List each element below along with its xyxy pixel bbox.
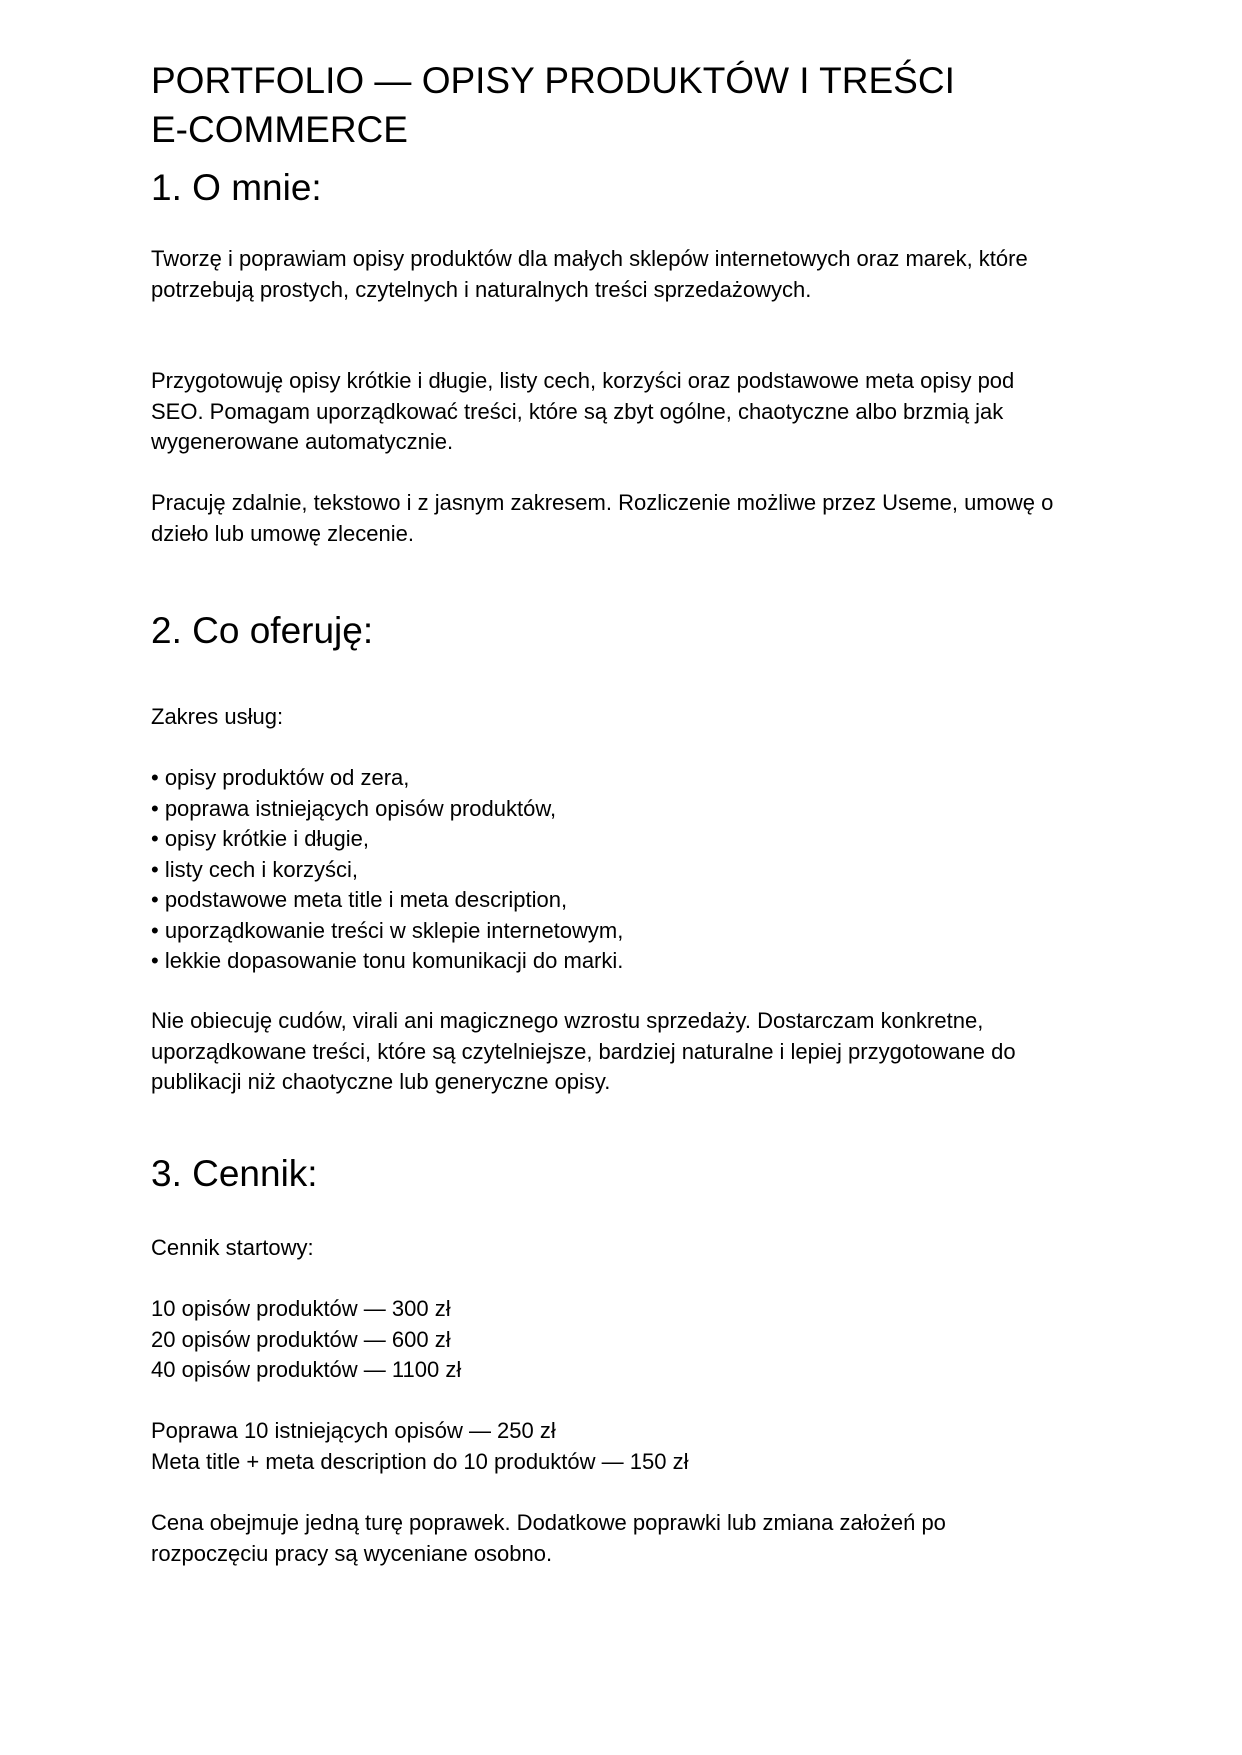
text-line: Cennik startowy: [151, 1235, 314, 1260]
text-line: Przygotowuję opisy krótkie i długie, listy cech, korzyści oraz podstawowe meta opisy pod [151, 368, 1015, 393]
title-line: PORTFOLIO — OPISY PRODUKTÓW I TREŚCI [151, 60, 955, 101]
section-heading-offer: 2. Co oferuję: [151, 610, 374, 651]
about-paragraph [151, 366, 1111, 458]
list-item: • poprawa istniejących opisów produktów, [151, 795, 557, 821]
price-line: Meta title + meta description do 10 produktów — 150 zł [151, 1448, 689, 1474]
title-line: E-COMMERCE [151, 109, 408, 150]
services-list [151, 763, 1111, 977]
text-line: Nie obiecuję cudów, virali ani magicznego wzrostu sprzedaży. Dostarczam konkretne, [151, 1008, 984, 1033]
offer-intro [151, 702, 1111, 733]
text-line: dzieło lub umowę zlecenie. [151, 520, 414, 546]
text-line: potrzebują prostych, czytelnych i naturalnych treści sprzedażowych. [151, 276, 812, 302]
about-paragraph [151, 488, 1111, 549]
price-list-extra [151, 1416, 1111, 1477]
text-line: Zakres usług: [151, 704, 284, 729]
list-item: • uporządkowanie treści w sklepie internetowym, [151, 917, 624, 943]
text-line: Pracuję zdalnie, tekstowo i z jasnym zakresem. Rozliczenie możliwe przez Useme, umowę o [151, 490, 1054, 515]
pricing-intro [151, 1233, 1111, 1264]
text-line: SEO. Pomagam uporządkować treści, które są zbyt ogólne, chaotyczne albo brzmią jak [151, 398, 1004, 424]
section-heading-about: 1. O mnie: [151, 167, 322, 208]
list-item: • opisy krótkie i długie, [151, 826, 370, 851]
price-line: 40 opisów produktów — 1100 zł [151, 1357, 462, 1382]
text-line: Cena obejmuje jedną turę poprawek. Dodatkowe poprawki lub zmiana założeń po [151, 1510, 946, 1535]
text-line: wygenerowane automatycznie. [151, 429, 454, 454]
text-line: uporządkowane treści, które są czytelniejsze, bardziej naturalne i lepiej przygotowane do [151, 1038, 1016, 1064]
text-line: publikacji niż chaotyczne lub generyczne opisy. [151, 1069, 611, 1094]
price-list [151, 1294, 1111, 1386]
list-item: • opisy produktów od zera, [151, 765, 410, 790]
section-heading-pricing: 3. Cennik: [151, 1153, 318, 1194]
price-line: 20 opisów produktów — 600 zł [151, 1326, 451, 1352]
price-line: Poprawa 10 istniejących opisów — 250 zł [151, 1418, 556, 1443]
document-title [151, 56, 1111, 154]
text-line: Tworzę i poprawiam opisy produktów dla małych sklepów internetowych oraz marek, które [151, 246, 1028, 271]
about-paragraph [151, 244, 1111, 305]
text-line: rozpoczęciu pracy są wyceniane osobno. [151, 1540, 553, 1566]
offer-paragraph [151, 1006, 1111, 1098]
price-line: 10 opisów produktów — 300 zł [151, 1296, 451, 1321]
list-item: • podstawowe meta title i meta description, [151, 887, 568, 912]
list-item: • lekkie dopasowanie tonu komunikacji do marki. [151, 948, 624, 973]
pricing-note [151, 1508, 1111, 1569]
list-item: • listy cech i korzyści, [151, 856, 358, 882]
